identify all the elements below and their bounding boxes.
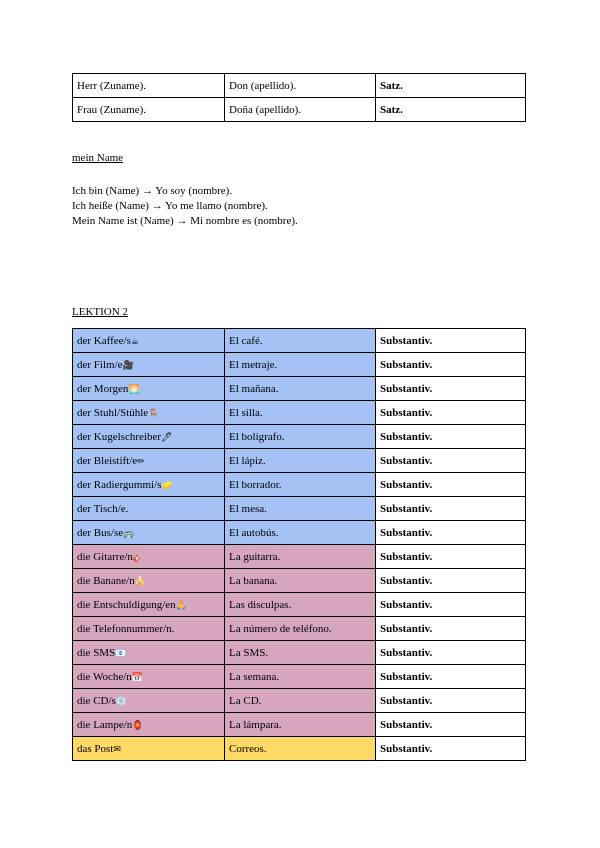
vocab-row (73, 665, 526, 689)
table-row (73, 74, 526, 98)
emoji-icon: 📅 (131, 672, 144, 683)
german-cell (73, 353, 225, 377)
name-line: Mein Name ist (Name) → Mi nombre es (nombre). (72, 215, 298, 227)
spanish-cell: Las disculpas. (225, 593, 376, 617)
german-cell (73, 329, 225, 353)
greetings-table (72, 73, 526, 122)
type-cell: Substantiv. (376, 377, 526, 401)
spanish-cell: La CD. (225, 689, 376, 713)
german-word: der Morgen (77, 382, 129, 395)
german-word: der Bleistift/e (77, 454, 138, 467)
emoji-icon: 🍌 (134, 576, 146, 587)
spanish-cell: El lápiz. (225, 449, 376, 473)
name-line: Ich heiße (Name) → Yo me llamo (nombre). (72, 200, 268, 212)
spanish-cell: La banana. (225, 569, 376, 593)
german-cell: Herr (Zuname). (73, 74, 225, 98)
vocab-row (73, 521, 526, 545)
type-cell: Substantiv. (376, 689, 526, 713)
spanish-cell: La SMS. (225, 641, 376, 665)
german-word: die Woche/n (77, 670, 132, 683)
german-cell (73, 425, 225, 449)
type-cell: Substantiv. (376, 641, 526, 665)
german-cell (73, 377, 225, 401)
german-word: der Film/e (77, 358, 123, 371)
german-word: die CD/s (77, 694, 116, 707)
spanish-cell: Don (apellido). (225, 74, 376, 98)
german-cell (73, 449, 225, 473)
german-word: die Entschuldigung/en (77, 598, 176, 611)
german-word: der Tisch/e. (77, 502, 129, 515)
name-section-heading: mein Name (72, 152, 124, 164)
emoji-icon: 🖊 (161, 432, 173, 443)
german-cell (73, 713, 225, 737)
type-cell: Substantiv. (376, 425, 526, 449)
spanish-cell: La semana. (225, 665, 376, 689)
type-cell: Substantiv. (376, 473, 526, 497)
vocab-row (73, 353, 526, 377)
type-cell: Satz. (376, 74, 526, 98)
emoji-icon: 🏮 (132, 720, 144, 731)
german-word: der Kaffee/s (77, 334, 131, 347)
emoji-icon: ✉ (113, 744, 121, 755)
german-word: der Stuhl/Stühle (77, 406, 149, 419)
spanish-cell: El metraje. (225, 353, 376, 377)
emoji-icon: 🙏 (175, 600, 187, 611)
vocabulary-table (72, 328, 526, 761)
vocab-row (73, 617, 526, 641)
spanish-cell: Doña (apellido). (225, 98, 376, 122)
spanish-cell: El silla. (225, 401, 376, 425)
emoji-icon: 📧 (115, 648, 127, 659)
vocab-row (73, 713, 526, 737)
vocab-row (73, 473, 526, 497)
german-cell: Frau (Zuname). (73, 98, 225, 122)
german-cell (73, 641, 225, 665)
german-cell (73, 497, 225, 521)
emoji-icon: 💿 (115, 696, 128, 707)
lektion-heading: LEKTION 2 (72, 306, 128, 318)
spanish-cell: La guitarra. (225, 545, 376, 569)
type-cell: Substantiv. (376, 617, 526, 641)
type-cell: Satz. (376, 98, 526, 122)
german-word: der Bus/se (77, 526, 124, 539)
type-cell: Substantiv. (376, 449, 526, 473)
table-row (73, 98, 526, 122)
vocab-row (73, 377, 526, 401)
type-cell: Substantiv. (376, 353, 526, 377)
vocab-row (73, 449, 526, 473)
german-word: der Kugelschreiber (77, 430, 161, 443)
german-word: die Telefonnummer/n. (77, 622, 175, 635)
type-cell: Substantiv. (376, 545, 526, 569)
emoji-icon: 🪑 (148, 408, 160, 419)
german-word: die Gitarre/n (77, 550, 133, 563)
vocab-row (73, 593, 526, 617)
emoji-icon: 🎸 (132, 552, 145, 563)
name-line: Ich bin (Name) → Yo soy (nombre). (72, 185, 233, 197)
german-word: der Radiergummi/s (77, 478, 162, 491)
german-cell (73, 473, 225, 497)
german-cell (73, 521, 225, 545)
spanish-cell: El bolígrafo. (225, 425, 376, 449)
german-cell (73, 617, 225, 641)
vocab-row (73, 689, 526, 713)
emoji-icon: ☕ (130, 336, 139, 347)
vocab-row (73, 737, 526, 761)
german-word: die Lampe/n (77, 718, 133, 731)
type-cell: Substantiv. (376, 737, 526, 761)
vocab-row (73, 329, 526, 353)
german-cell (73, 593, 225, 617)
spanish-cell: La lámpara. (225, 713, 376, 737)
vocab-row (73, 545, 526, 569)
german-cell (73, 401, 225, 425)
vocab-row (73, 425, 526, 449)
spanish-cell: El borrador. (225, 473, 376, 497)
spanish-cell: La número de teléfono. (225, 617, 376, 641)
german-word: die SMS (77, 646, 116, 659)
german-cell (73, 545, 225, 569)
german-cell (73, 569, 225, 593)
type-cell: Substantiv. (376, 521, 526, 545)
emoji-icon: 🌅 (128, 384, 140, 395)
type-cell: Substantiv. (376, 497, 526, 521)
vocab-row (73, 497, 526, 521)
spanish-cell: Correos. (225, 737, 376, 761)
type-cell: Substantiv. (376, 665, 526, 689)
vocab-row (73, 641, 526, 665)
german-cell (73, 737, 225, 761)
type-cell: Substantiv. (376, 713, 526, 737)
german-word: die Banane/n (77, 574, 135, 587)
spanish-cell: El café. (225, 329, 376, 353)
type-cell: Substantiv. (376, 329, 526, 353)
emoji-icon: 🧽 (161, 480, 173, 491)
type-cell: Substantiv. (376, 569, 526, 593)
spanish-cell: El mesa. (225, 497, 376, 521)
emoji-icon: ✏ (137, 456, 145, 467)
spanish-cell: El autobús. (225, 521, 376, 545)
type-cell: Substantiv. (376, 401, 526, 425)
german-word: das Post (77, 742, 114, 755)
vocab-row (73, 569, 526, 593)
german-cell (73, 665, 225, 689)
vocab-row (73, 401, 526, 425)
emoji-icon: 🚌 (123, 528, 135, 539)
emoji-icon: 🎥 (122, 360, 134, 371)
type-cell: Substantiv. (376, 593, 526, 617)
spanish-cell: El mañana. (225, 377, 376, 401)
german-cell (73, 689, 225, 713)
